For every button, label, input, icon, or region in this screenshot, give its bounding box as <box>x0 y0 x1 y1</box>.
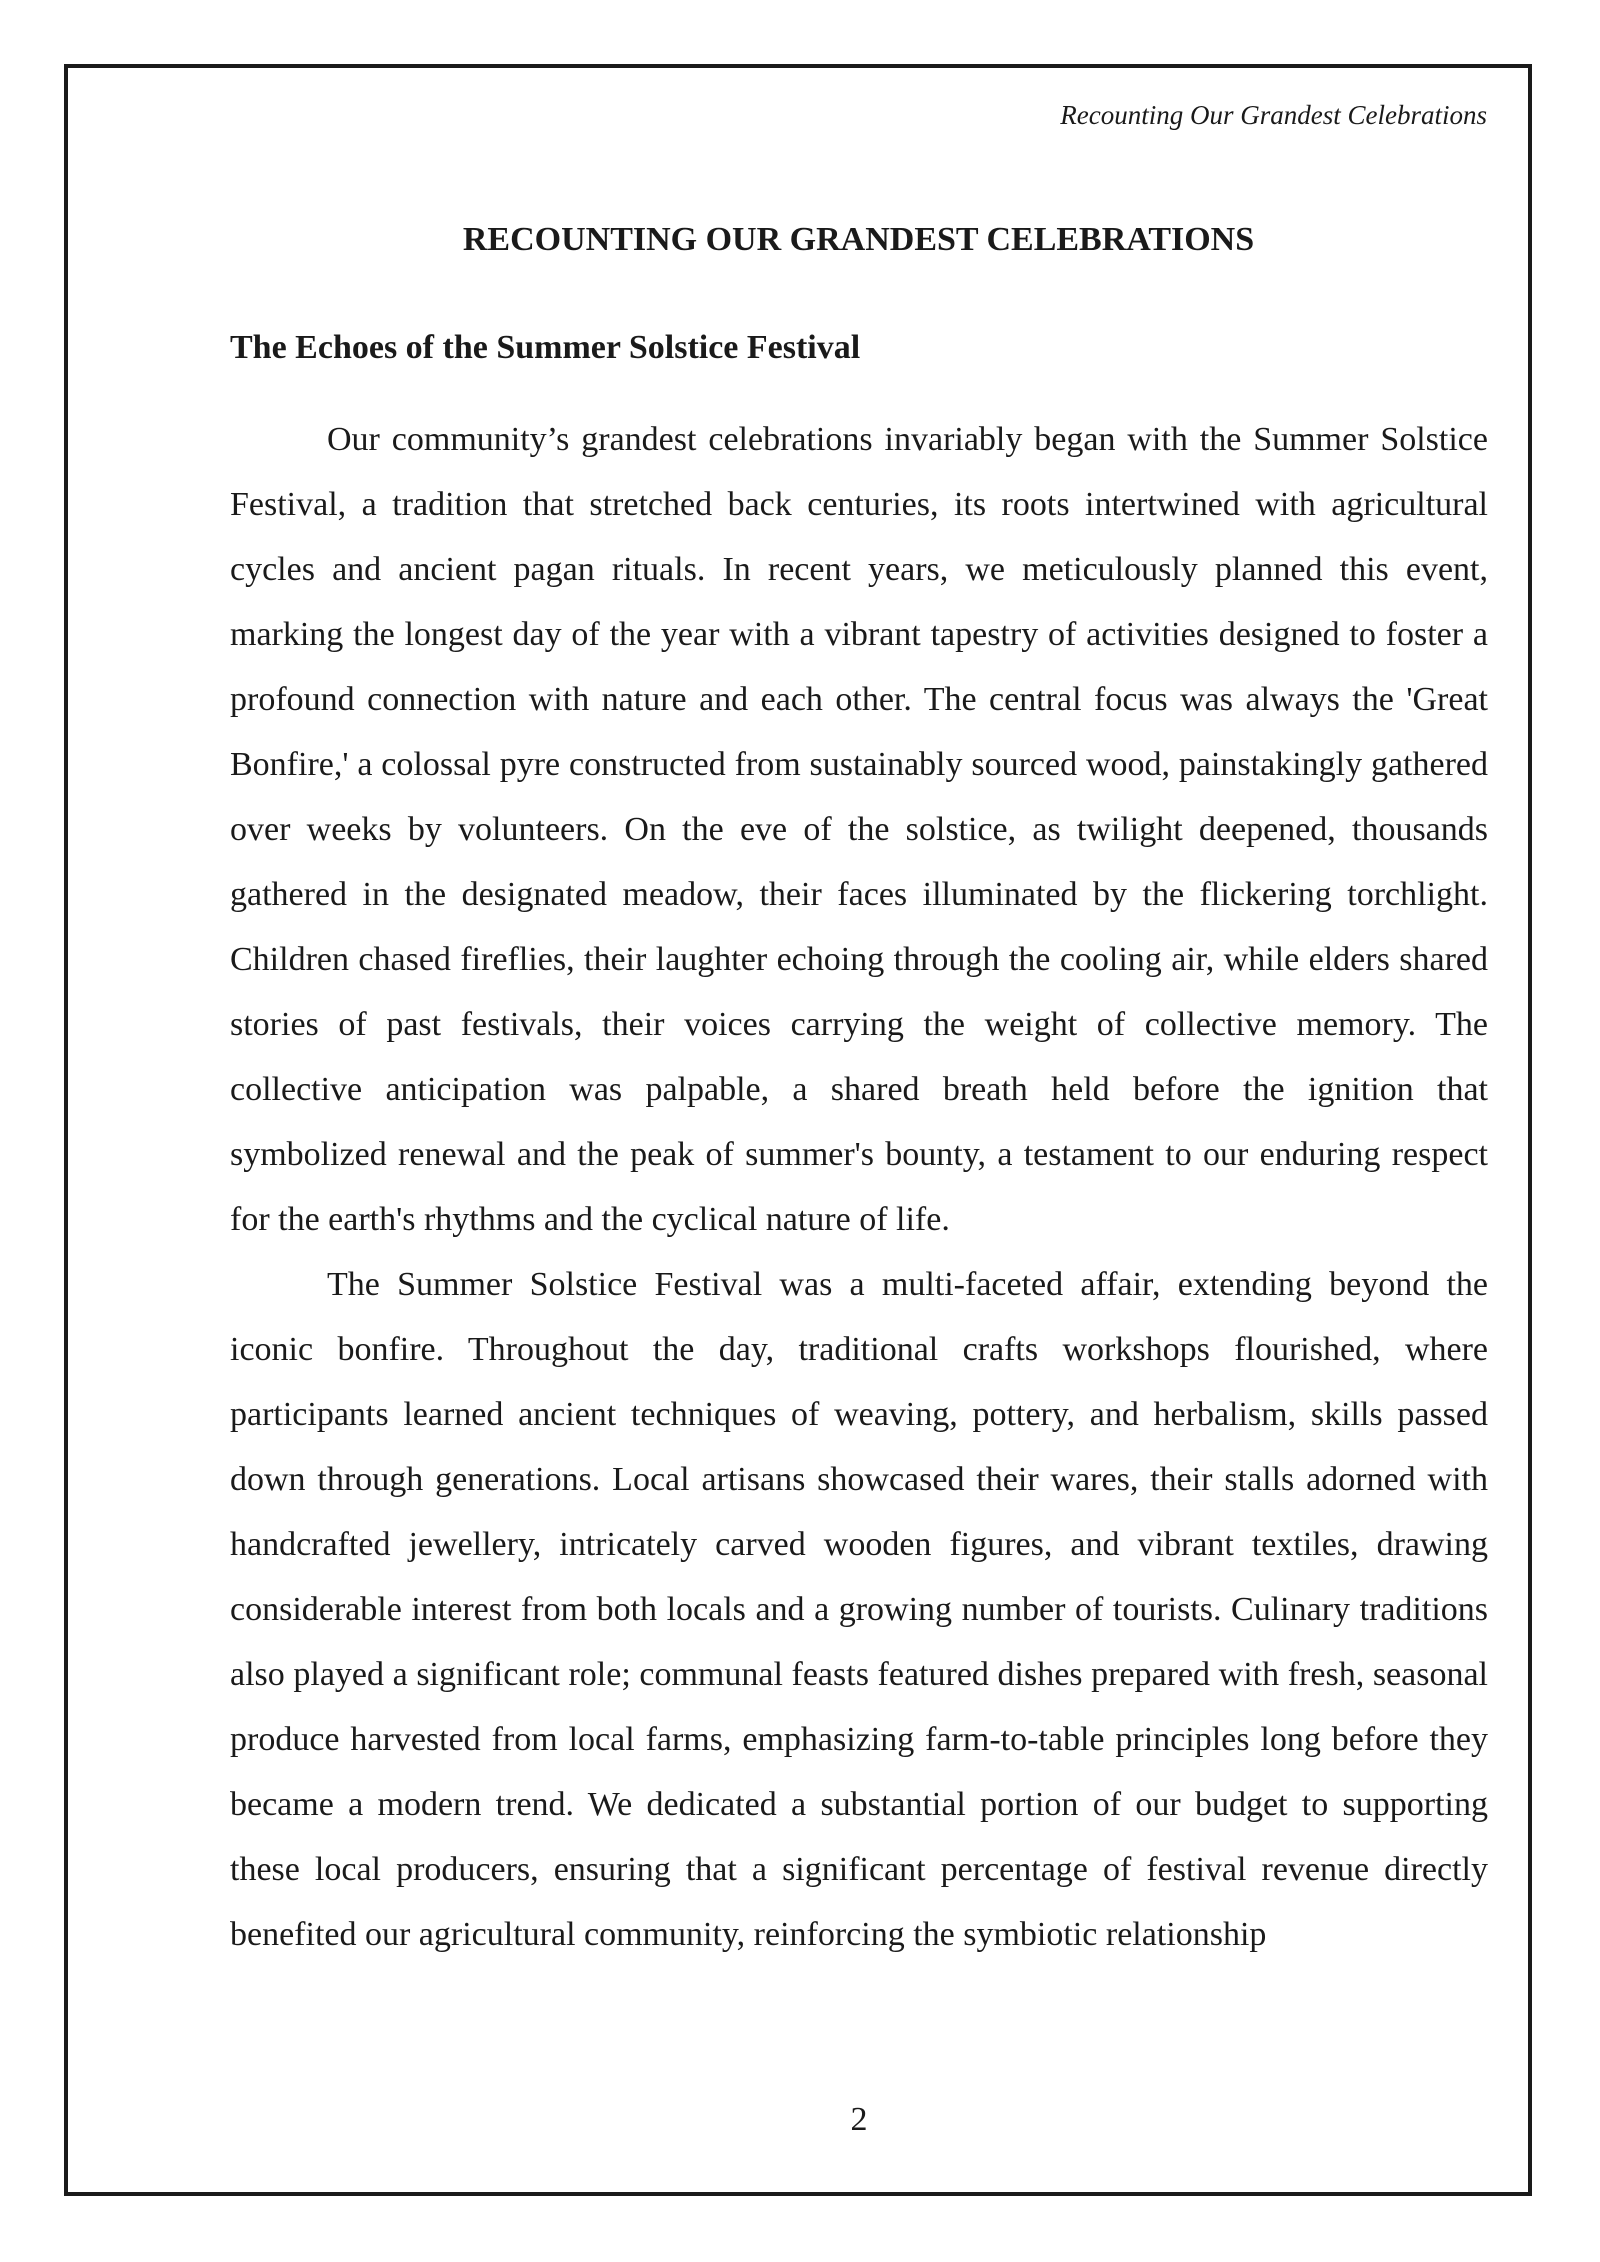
document-title: RECOUNTING OUR GRANDEST CELEBRATIONS <box>462 221 1255 258</box>
paragraph: Our community’s grandest celebrations invariably began with the Summer Solstice Festival, a tradition that stretched back centuries, its roots intertwined with agricultural cycles and ancient pagan rituals. In recent years, we meticulously planned this event, marking the longest day of the year with a vibrant tapestry of activities designed to foster a profound connection with nature and each other. The central focus was always the 'Great Bonfire,' a colossal pyre constructed from sustainably sourced wood, painstakingly gathered over weeks by volunteers. On the eve of the solstice, as twilight deepened, thousands gathered in the designated meadow, their faces illuminated by the flickering torchlight. Children chased fireflies, their laughter echoing through the cooling air, while elders shared stories of past festivals, their voices carrying the weight of collective memory. The collective anticipation was palpable, a shared breath held before the ignition that symbolized renewal and the peak of summer's bounty, a testament to our enduring respect for the earth's rhythms and the cyclical nature of life. <box>230 421 1488 1238</box>
body-text <box>230 407 1488 1967</box>
page-number: 2 <box>850 2101 868 2138</box>
running-header: Recounting Our Grandest Celebrations <box>1060 100 1487 130</box>
paragraph: The Summer Solstice Festival was a multi-faceted affair, extending beyond the iconic bonfire. Throughout the day, traditional crafts workshops flourished, where participants learned ancient techniques of weaving, pottery, and herbalism, skills passed down through generations. Local artisans showcased their wares, their stalls adorned with handcrafted jewellery, intricately carved wooden figures, and vibrant textiles, drawing considerable interest from both locals and a growing number of tourists. Culinary traditions also played a significant role; communal feasts featured dishes prepared with fresh, seasonal produce harvested from local farms, emphasizing farm-to-table principles long before they became a modern trend. We dedicated a substantial portion of our budget to supporting these local producers, ensuring that a significant percentage of festival revenue directly benefited our agricultural community, reinforcing the symbiotic relationship <box>230 1266 1488 1953</box>
section-heading: The Echoes of the Summer Solstice Festival <box>230 329 861 366</box>
